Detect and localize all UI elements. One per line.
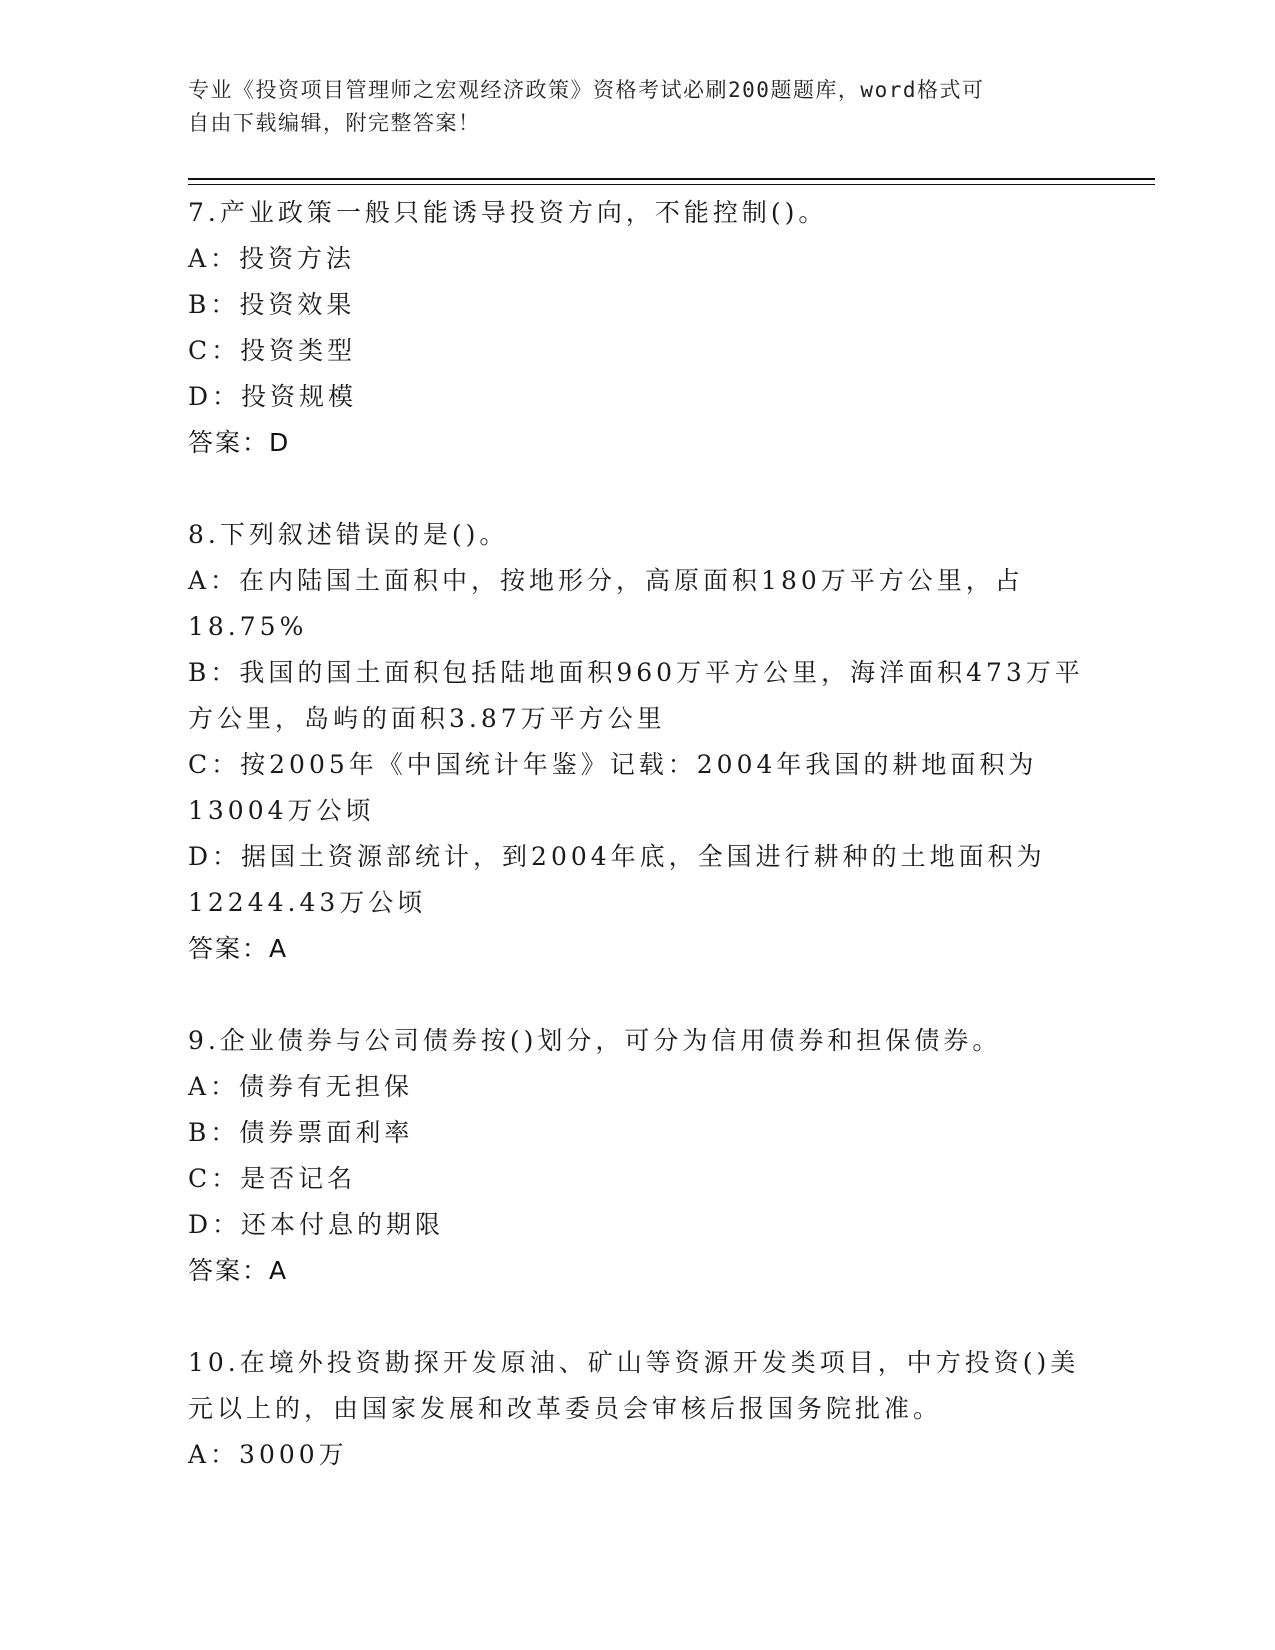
question-block	[188, 1018, 1088, 1294]
question-text: 7.产业政策一般只能诱导投资方向，不能控制()。	[188, 198, 828, 227]
question-text: 9.企业债券与公司债券按()划分，可分为信用债券和担保债券。	[188, 1026, 1002, 1055]
question-block	[188, 512, 1088, 972]
option-b: B：债券票面利率	[188, 1118, 414, 1147]
option-a: A：3000万	[188, 1440, 348, 1469]
header-divider-thick	[188, 178, 1155, 180]
question-text: 8.下列叙述错误的是()。	[188, 520, 509, 549]
option-d-continued: 12244.43万公顷	[188, 888, 427, 917]
answer-text: 答案：A	[188, 1256, 289, 1285]
option-c: C：是否记名	[188, 1164, 357, 1193]
answer-text: 答案：D	[188, 428, 291, 457]
option-a: A：在内陆国土面积中，按地形分，高原面积180万平方公里，占	[188, 566, 1024, 595]
question-block	[188, 1340, 1088, 1478]
document-header	[188, 74, 1088, 140]
option-c: C：按2005年《中国统计年鉴》记载：2004年我国的耕地面积为	[188, 750, 1038, 779]
option-b: B：我国的国土面积包括陆地面积960万平方公里，海洋面积473万平	[188, 658, 1084, 687]
option-a: A：债券有无担保	[188, 1072, 414, 1101]
option-a: A：投资方法	[188, 244, 356, 273]
spacer	[188, 972, 1088, 1018]
option-c-continued: 13004万公顷	[188, 796, 375, 825]
question-list	[188, 190, 1088, 1478]
option-a-continued: 18.75%	[188, 612, 308, 641]
header-divider-thin	[188, 184, 1155, 185]
spacer	[188, 466, 1088, 512]
option-b-continued: 方公里，岛屿的面积3.87万平方公里	[188, 704, 666, 733]
option-d: D：还本付息的期限	[188, 1210, 445, 1239]
option-b: B：投资效果	[188, 290, 356, 319]
question-block	[188, 190, 1088, 466]
question-text: 10.在境外投资勘探开发原油、矿山等资源开发类项目，中方投资()美	[188, 1348, 1080, 1377]
header-line-2: 自由下载编辑，附完整答案！	[188, 111, 481, 135]
spacer	[188, 1294, 1088, 1340]
option-d: D：据国土资源部统计，到2004年底，全国进行耕种的土地面积为	[188, 842, 1046, 871]
header-line-1: 专业《投资项目管理师之宏观经济政策》资格考试必刷200题题库，word格式可	[188, 78, 985, 102]
option-c: C：投资类型	[188, 336, 357, 365]
question-text-continued: 元以上的，由国家发展和改革委员会审核后报国务院批准。	[188, 1394, 943, 1423]
answer-text: 答案：A	[188, 934, 289, 963]
option-d: D：投资规模	[188, 382, 358, 411]
